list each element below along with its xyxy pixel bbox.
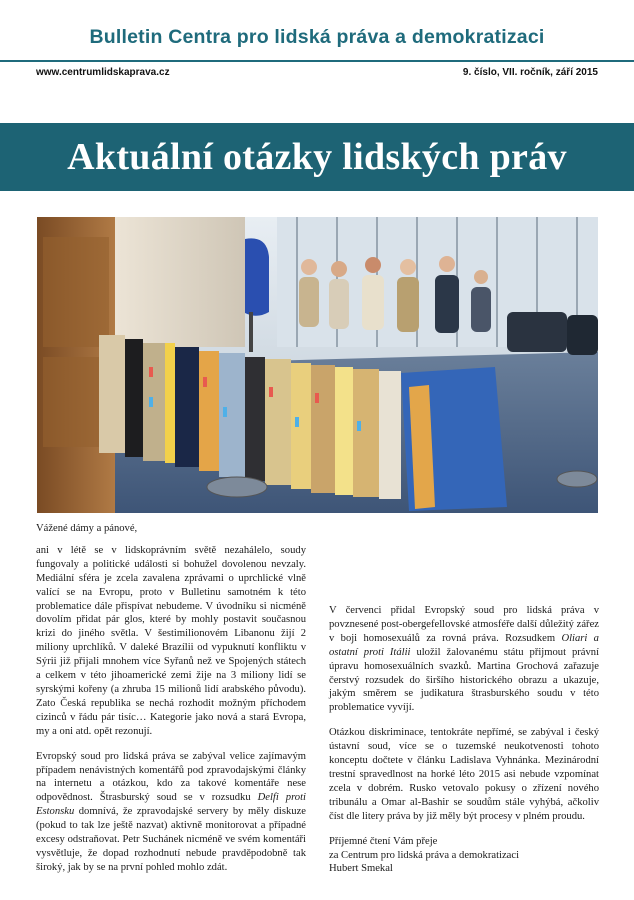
paragraph-discrimination: Otázkou diskriminace, tentokráte nepřímé, se zabýval i český ústavní soud, více se o tuzemské neukotvenosti tohoto konceptu dočtete v článku Ladislava Vyhnánka. Mezinárodní trestní spravedlnost na horké léto 2015 asi nebude vzpomínat zcela v dobrém. Rusko vetovalo pokusy o zřízení nového tribunálu a Omar al-Bashir se soudům stále vyhýbá, ačkoliv číst dle litery práva by již měly být procesy v plném proudu.	[329, 727, 599, 822]
editorial-right-column	[329, 604, 599, 887]
bulletin-title: Bulletin Centra pro lidská práva a demokratizaci	[89, 26, 545, 48]
paragraph-delfi	[36, 750, 306, 875]
salutation: Vážené dámy a pánové,	[36, 523, 138, 534]
paragraph-delfi-text-b: domnívá, že zpravodajské servery by měly diskuze (pokud to tak lze ještě nazvat) aktivně monitorovat a případné excesy odstraňovat. Petr Suchánek nicméně ve svém komentáři vysvětluje, že dopad rozhodnutí nebude pravděpodobně tak široký, jak by se na první pohled mohlo zdát.	[36, 806, 306, 873]
closing-line-2: za Centrum pro lidská práva a demokratizaci	[329, 849, 520, 861]
paragraph-oliari-text-b: uložil žalovanému státu přijmout právní úpravu homosexuálních svazků. Martina Grochová zařazuje čerstvý rozsudek do širšího historického obrazu a ukazuje, jakým směrem se judikatura štrasburského soudu v této problematice vyvíjí.	[329, 646, 600, 714]
masthead	[0, 0, 634, 92]
paragraph-delfi-text-a: Evropský soud pro lidská práva se zabýval velice zajímavým případem nenávistných komentářů pod zpravodajskými články na internetu a otázkou, kdo za takové komentáře nese odpovědnost. Štrasburský soud se v rozsudku	[36, 750, 306, 804]
issue-info: 9. číslo, VII. ročník, září 2015	[462, 67, 598, 78]
closing-line-1: Příjemné čtení Vám přeje	[329, 835, 438, 847]
paragraph-oliari-text-a: V červenci přidal Evropský soud pro lidská práva v povznesené post-obergefellovské atmosféře další důležitý zářez v boji homosexuálů za rovná práva. Rozsudkem	[329, 605, 599, 644]
signature-block	[329, 835, 599, 877]
website-link[interactable]: www.centrumlidskaprava.cz	[36, 67, 170, 78]
closing-author: Hubert Smekal	[329, 863, 393, 875]
issue-headline: Aktuální otázky lidských práv	[67, 136, 567, 178]
paragraph-intro: ani v létě se v lidskoprávním světě nezahálelo, soudy fungovaly a politické události si bohužel dovolenou nevzaly. Mediální sféra je zcela zavalena zprávami o uprchlické vlně valící se na Evropu, proto v Bulletinu samotném k této problematice dále přispívat nebudeme. V úvodníku si nicméně dovolím přidat pár glos, které by mohly postavit současnou krizi do jiného světla. V šestimilionovém Libanonu žijí 2 miliony uprchlíků. V daleké Brazílii od vypuknutí konfliktu v Sýrii již přijali mnohem více Syřanů než ve Spojených státech a celkem v této jihoamerické zemi žije na 3 miliony lidí se syrskými kořeny (a zhruba 15 milionů lidí arabského původu). Zato Česká republika se nechá rozhodit možným příchodem cizinců v řádu pár tisíc… Kategorie jako nová a stará Evropa, my a oni atd. opět rezonují.	[36, 544, 306, 737]
case-name-delfi: Delfi proti Estonsku	[36, 792, 306, 818]
paragraph-oliari	[329, 604, 599, 715]
editorial-left-column	[36, 522, 306, 886]
header-divider	[0, 60, 634, 62]
courtroom-binders-photo	[37, 217, 598, 513]
title-banner	[0, 123, 634, 191]
case-name-oliari: Oliari a ostatní proti Itálii	[329, 632, 599, 658]
